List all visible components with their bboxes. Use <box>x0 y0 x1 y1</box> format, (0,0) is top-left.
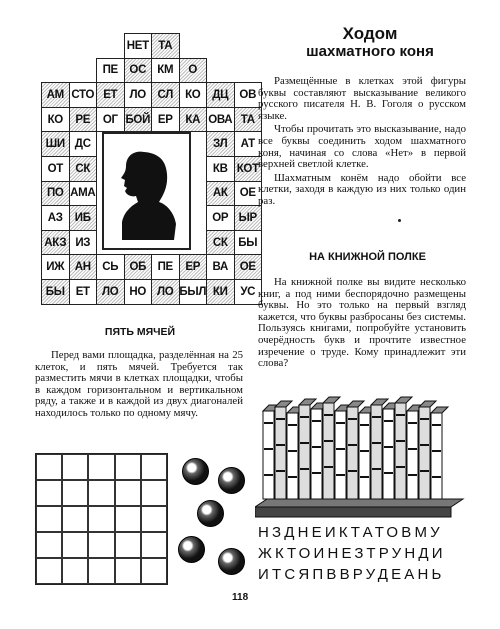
figure-cell: КА <box>179 107 208 133</box>
book <box>311 409 322 499</box>
bookshelf-paragraph: На книжной полке вы видите несколько книг, а под ними беспорядочно размещены буквы. Но это только на первый взгляд кажется, что буквы разбросаны без системы. Пользуясь книгами, попробуйте установить очерёдность букв и прочтите известное изречение о труде. Кому принадлежит эти слова? <box>258 276 466 370</box>
figure-cell: ЕТ <box>69 279 98 305</box>
title-bookshelf: НА КНИЖНОЙ ПОЛКЕ <box>309 251 426 263</box>
figure-cell: ЫР <box>234 205 263 231</box>
figure-cell: ИБ <box>69 205 98 231</box>
figure-cell: ОВА <box>206 107 235 133</box>
figure-cell: ОГ <box>96 107 125 133</box>
cipher-line-3: ИТСЯПВВРУДЕАНЬ <box>258 566 445 583</box>
figure-cell: КО <box>179 82 208 108</box>
five-by-five-grid <box>35 453 168 585</box>
knight-paragraph: Чтобы прочитать это высказывание, надо все буквы соединить ходом шахматного коня, начиная со слова «Нет» в первой верхней светлой клетке. <box>258 123 466 171</box>
knight-paragraph: Шахматным конём надо обойти все клетки, заходя в каждую из них только один раз. <box>258 171 466 207</box>
figure-cell: ОЕ <box>234 254 263 280</box>
page-number: 118 <box>232 592 249 603</box>
knight-paragraph: Размещённые в клетках этой фигуры буквы составляют высказывание великого русского писателя Н. В. Гоголя о русском языке. <box>258 75 466 122</box>
ball <box>218 467 245 494</box>
figure-cell: КО <box>41 107 70 133</box>
knight-instructions <box>258 76 466 210</box>
bookshelf-illustration <box>255 393 465 523</box>
separator-dot <box>398 219 401 222</box>
figure-cell: ОЕ <box>234 181 263 207</box>
figure-cell: РЕ <box>69 107 98 133</box>
figure-cell: ТА <box>151 33 180 59</box>
title-five-balls: ПЯТЬ МЯЧЕЙ <box>104 326 176 338</box>
figure-cell: АМ <box>41 82 70 108</box>
figure-cell: О <box>179 58 208 84</box>
figure-cell: КОТ <box>234 156 263 182</box>
book <box>299 405 310 499</box>
figure-cell: ОВ <box>234 82 263 108</box>
figure-cell: НЕТ <box>124 33 153 59</box>
figure-cell: НО <box>124 279 153 305</box>
title-knight-line1: Ходом <box>342 24 398 43</box>
figure-cell: АЗ <box>41 205 70 231</box>
figure-cell: ВА <box>206 254 235 280</box>
figure-cell: ЛО <box>96 279 125 305</box>
figure-cell: ЕТ <box>96 82 125 108</box>
gogol-portrait <box>102 132 191 250</box>
book <box>383 409 394 499</box>
figure-cell: ШИ <box>41 131 70 157</box>
figure-cell: БЫЛ <box>179 279 208 305</box>
figure-cell: КВ <box>206 156 235 182</box>
book <box>419 407 430 499</box>
figure-cell: АМА <box>69 181 98 207</box>
bookshelf-instructions <box>258 277 466 372</box>
figure-cell: ОБ <box>124 254 153 280</box>
figure-cell: АН <box>69 254 98 280</box>
figure-cell: БОЙ <box>124 107 153 133</box>
title-knight-line2: шахматного коня <box>306 43 434 60</box>
five-balls-paragraph: Перед вами площадка, разделённая на 25 клеток, и пять мячей. Требуется так разместить мячи в клетках площадки, чтобы в каждом горизонтальном и вертикальном ряду, а также и в каждой из двух диагоналей находилось только по одному мячу. <box>35 349 243 419</box>
figure-cell: ПО <box>41 181 70 207</box>
figure-cell: ОР <box>206 205 235 231</box>
book <box>371 405 382 499</box>
figure-cell: ОС <box>124 58 153 84</box>
figure-cell: БЫ <box>41 279 70 305</box>
cipher-line-1: НЗДНЕИКТАТОВМУ <box>258 524 443 541</box>
figure-cell: ПЕ <box>96 58 125 84</box>
figure-cell: АТ <box>234 131 263 157</box>
book <box>395 403 406 499</box>
five-balls-instructions <box>35 350 243 422</box>
ball <box>182 458 209 485</box>
book <box>263 411 274 499</box>
book <box>323 403 334 499</box>
book <box>407 411 418 499</box>
figure-cell: СК <box>69 156 98 182</box>
figure-cell: АКЗ <box>41 230 70 256</box>
figure-cell: АК <box>206 181 235 207</box>
ball <box>218 548 245 575</box>
book <box>347 407 358 499</box>
figure-cell: КМ <box>151 58 180 84</box>
figure-cell: ОТ <box>41 156 70 182</box>
figure-cell: СЛ <box>151 82 180 108</box>
figure-cell: ТА <box>234 107 263 133</box>
figure-cell: КИ <box>206 279 235 305</box>
figure-cell: БЫ <box>234 230 263 256</box>
figure-cell: ПЕ <box>151 254 180 280</box>
figure-cell: ЕР <box>179 254 208 280</box>
cipher-line-2: ЖКТОИНЕЗТРУНДИ <box>258 545 446 562</box>
figure-cell: ЛО <box>124 82 153 108</box>
figure-cell: ИЗ <box>69 230 98 256</box>
figure-cell: ИЖ <box>41 254 70 280</box>
book <box>335 411 346 499</box>
ball <box>197 500 224 527</box>
figure-cell: ЕР <box>151 107 180 133</box>
figure-cell: ЗЛ <box>206 131 235 157</box>
book <box>275 407 286 499</box>
ball <box>178 536 205 563</box>
figure-cell: УС <box>234 279 263 305</box>
figure-cell: ЛО <box>151 279 180 305</box>
figure-cell: ДС <box>69 131 98 157</box>
figure-cell: ДЦ <box>206 82 235 108</box>
figure-cell: СК <box>206 230 235 256</box>
figure-cell: СЬ <box>96 254 125 280</box>
figure-cell: СТО <box>69 82 98 108</box>
